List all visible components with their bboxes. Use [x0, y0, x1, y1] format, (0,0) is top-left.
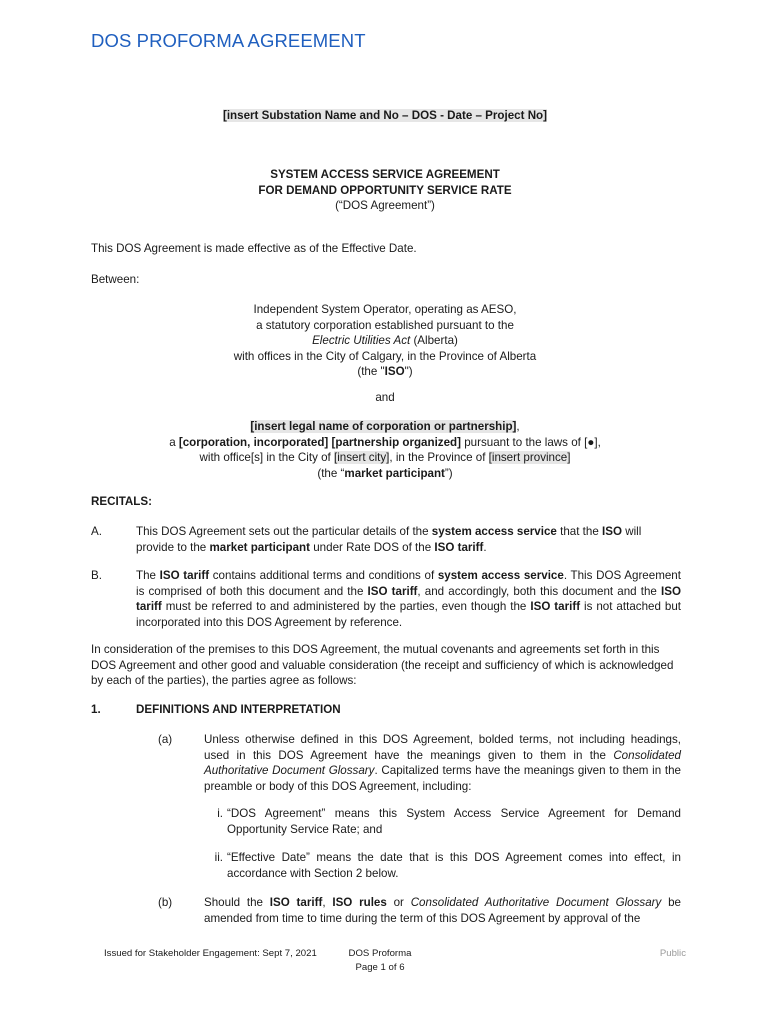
iso-def-open: (the "	[357, 365, 385, 378]
recital-a-t3: will provide to the	[136, 525, 642, 554]
province-text: , in the Province of	[389, 451, 489, 464]
clause-b-marker: (b)	[158, 896, 173, 909]
section-1-number: 1.	[91, 703, 101, 716]
recital-a-t2: that the	[556, 525, 602, 538]
recital-a-text	[136, 524, 681, 555]
footer-issued: Issued for Stakeholder Engagement: Sept 7, 2021	[104, 948, 317, 959]
document-title: DOS PROFORMA AGREEMENT	[91, 30, 366, 51]
act-name: Electric Utilities Act	[312, 334, 411, 347]
recital-b-b4: ISO tariff	[136, 584, 681, 613]
jurisdiction-bullet: ●	[587, 435, 595, 449]
party-iso-line4: with offices in the City of Calgary, in the Province of Alberta	[233, 349, 537, 363]
footer-classification: Public	[659, 948, 686, 959]
agreement-title-block	[0, 167, 770, 214]
recital-b-t4: , and accordingly, both this document and the	[417, 584, 662, 598]
consideration-paragraph: In consideration of the premises to this DOS Agreement, the mutual covenants and agreements set forth in this DOS Agreement and other good and valuable consideration (the receipt and sufficiency of which is acknowledged by each of the parties), the parties agree as follows:	[91, 643, 674, 687]
between-label: Between:	[91, 273, 140, 286]
clause-b-t2: ,	[322, 896, 333, 909]
recitals-heading: RECITALS:	[91, 495, 152, 508]
mp-term: market participant	[344, 466, 445, 480]
and-label: and	[375, 391, 395, 404]
party-mp-line3	[0, 450, 770, 466]
recital-b-t1: The	[136, 569, 160, 582]
recital-a-b3: market participant	[209, 540, 310, 554]
recital-b-text	[136, 568, 681, 630]
clause-b-t4: be amended from time to time during the term of this DOS Agreement by approval of the	[204, 896, 681, 925]
mp-def-close: ”)	[444, 466, 453, 480]
agreement-title-line2: FOR DEMAND OPPORTUNITY SERVICE RATE	[258, 183, 512, 197]
item-i-marker: i.	[217, 807, 223, 820]
insert-header	[0, 108, 770, 124]
act-jurisdiction: (Alberta)	[410, 334, 458, 347]
effective-statement: This DOS Agreement is made effective as of the Effective Date.	[91, 242, 417, 255]
iso-term: ISO	[384, 365, 405, 378]
agreement-title-line1: SYSTEM ACCESS SERVICE AGREEMENT	[270, 168, 500, 181]
party-iso-line5	[0, 364, 770, 380]
party-iso-line2: a statutory corporation established pursuant to the	[256, 318, 514, 332]
clause-b-t3: or	[386, 896, 411, 909]
clause-a-t1: Unless otherwise defined in this DOS Agreement, bolded terms, not including headings, used in this DOS Agreement have the meanings given to them in the	[204, 733, 681, 762]
recital-a-b1: system access service	[431, 525, 557, 538]
item-ii-marker: ii.	[214, 851, 223, 864]
city-placeholder: [insert city]	[333, 451, 390, 464]
recital-b-t6: is not attached but incorporated into this DOS Agreement by reference.	[136, 600, 681, 629]
item-ii-text: “Effective Date” means the date that is this DOS Agreement comes into effect, in accordance with Section 2 below.	[227, 851, 681, 880]
iso-def-close: ")	[404, 365, 413, 378]
footer-page-number: Page 1 of 6	[355, 962, 405, 973]
legal-name-comma: ,	[516, 420, 520, 433]
clause-b-b2: ISO rules	[332, 896, 387, 909]
mp-def-open: (the “	[317, 466, 345, 480]
entity-prefix: a	[169, 435, 179, 449]
clause-b-text	[204, 895, 681, 926]
recital-b-b5: ISO tariff	[530, 600, 581, 613]
footer-doc-name: DOS Proforma	[348, 948, 412, 959]
clause-a-text	[204, 732, 681, 794]
recital-b-b3: ISO tariff	[367, 584, 418, 598]
item-i-text: “DOS Agreement” means this System Access Service Agreement for Demand Opportunity Service Rate; and	[227, 807, 681, 836]
recital-a-marker: A.	[91, 525, 102, 538]
recital-b-t3: . This DOS Agreement is comprised of both this document and the	[136, 569, 681, 598]
party-iso-block	[0, 302, 770, 380]
entity-type-placeholder: [corporation, incorporated] [partnership organized]	[178, 435, 461, 449]
recital-b-t2: contains additional terms and conditions of	[209, 569, 438, 582]
recital-b-b1: ISO tariff	[159, 569, 210, 582]
section-1-heading: DEFINITIONS AND INTERPRETATION	[136, 703, 341, 716]
recital-b-marker: B.	[91, 569, 102, 582]
footer-center	[330, 947, 430, 975]
clause-a-t2: . Capitalized terms have the meanings given to them in the preamble or body of this DOS Agreement, including:	[204, 764, 682, 793]
party-iso-line1: Independent System Operator, operating as AESO,	[253, 303, 517, 316]
clause-b-b1: ISO tariff	[269, 896, 323, 909]
recital-a-b2: ISO	[602, 525, 622, 538]
recital-a-t4: under Rate DOS of the	[310, 540, 435, 554]
recital-a-t5: .	[483, 540, 487, 554]
clause-a-marker: (a)	[158, 733, 173, 746]
party-iso-line3	[0, 333, 770, 349]
agreement-title-line3: (“DOS Agreement”)	[335, 199, 435, 212]
party-mp-line1	[0, 419, 770, 435]
laws-text: pursuant to the laws of [	[461, 435, 588, 449]
legal-name-placeholder: [insert legal name of corporation or partnership]	[250, 420, 517, 433]
party-mp-line4	[0, 466, 770, 482]
party-mp-block	[0, 419, 770, 481]
laws-close: ],	[594, 435, 601, 449]
recital-b-t5: must be referred to and administered by the parties, even though the	[161, 600, 531, 613]
clause-b-glossary: Consolidated Authoritative Document Glossary	[410, 896, 662, 909]
province-placeholder: [insert province]	[488, 451, 571, 464]
recital-b-b2: system access service	[437, 569, 564, 582]
clause-b-t1: Should the	[204, 896, 270, 909]
recital-a-t1: This DOS Agreement sets out the particular details of the	[136, 525, 432, 538]
party-mp-line2	[0, 435, 770, 451]
insert-header-text: [insert Substation Name and No – DOS - Date – Project No]	[222, 109, 548, 122]
glossary-ref: Consolidated Authoritative Document Glossary	[204, 748, 681, 777]
office-text: with office[s] in the City of	[199, 451, 334, 464]
recital-a-b4: ISO tariff	[434, 540, 484, 554]
